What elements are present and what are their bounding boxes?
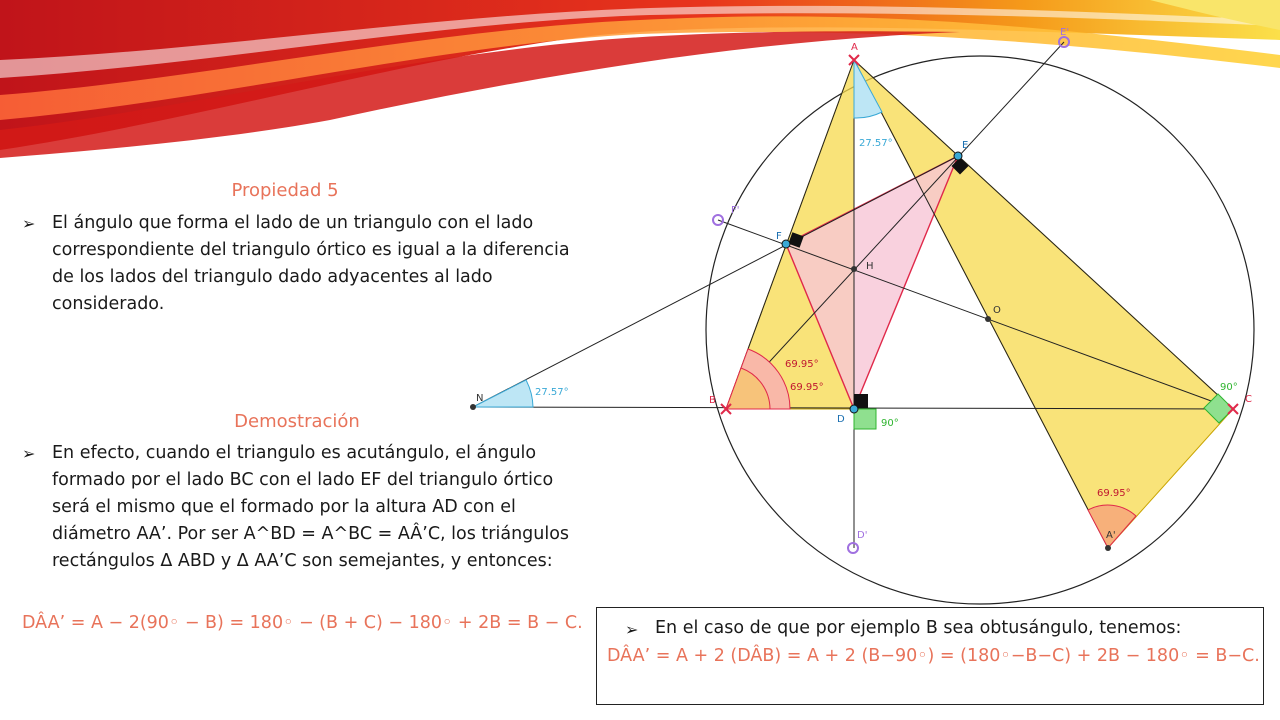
point-A-prime-marker xyxy=(1105,545,1111,551)
label-A: A xyxy=(851,42,858,53)
angle-label-B-inner: 69.95° xyxy=(790,382,824,393)
label-D-prime: D' xyxy=(857,530,868,541)
angle-label-C: 90° xyxy=(1220,382,1238,393)
angle-label-N: 27.57° xyxy=(535,387,569,398)
point-E-marker xyxy=(954,152,962,160)
angle-arc-A-prime xyxy=(1088,505,1136,548)
label-E-prime: E' xyxy=(1060,27,1070,38)
property-title: Propiedad 5 xyxy=(231,180,339,201)
label-B: B xyxy=(709,395,716,406)
label-O: O xyxy=(993,305,1001,316)
angle-label-A-prime: 69.95° xyxy=(1097,488,1131,499)
point-O-marker xyxy=(985,316,991,322)
point-D-prime-marker xyxy=(848,543,858,553)
point-H-marker xyxy=(851,266,857,272)
label-C: C xyxy=(1245,394,1252,405)
bullet-icon: ➢ xyxy=(22,214,36,233)
label-N: N xyxy=(476,393,484,404)
angle-label-D: 90° xyxy=(881,418,899,429)
demo-formula: DÂA’ = A − 2(90◦ − B) = 180◦ − (B + C) − 180◦ + 2B = B − C. xyxy=(22,613,583,633)
label-D: D xyxy=(837,414,845,425)
label-F: F xyxy=(776,231,782,242)
demo-title: Demostración xyxy=(234,411,360,432)
bullet-icon: ➢ xyxy=(625,620,639,639)
label-H: H xyxy=(866,261,874,272)
point-D-marker xyxy=(850,405,858,413)
label-A-prime: A' xyxy=(1106,530,1116,541)
point-F-marker xyxy=(782,240,790,248)
property-text: El ángulo que forma el lado de un triangulo con el lado correspondiente del triangulo órtico es igual a la diferencia de los lados del triangulo dado adyacentes al lado considerado. xyxy=(52,213,570,314)
angle-label-B-outer: 69.95° xyxy=(785,359,819,370)
case-text: En el caso de que por ejemplo B sea obtusángulo, tenemos: xyxy=(655,618,1182,638)
bullet-icon: ➢ xyxy=(22,444,36,463)
triangle-AAprimeC xyxy=(854,60,1233,548)
label-F-prime: F' xyxy=(731,205,740,216)
demo-text: En efecto, cuando el triangulo es acutángulo, el ángulo formado por el lado BC con el lado EF del triangulo órtico será el mismo que el formado por la altura AD con el diámetro AA’. Por ser A^BD = A^BC = AÂ’C, los triángulos rectángulos Δ ABD y Δ AA’C son semejantes, y entonces: xyxy=(52,443,570,571)
point-N-marker xyxy=(470,404,476,410)
angle-label-A: 27.57° xyxy=(859,138,893,149)
label-E: E xyxy=(962,140,969,151)
case-formula: DÂA’ = A + 2 (DÂB) = A + 2 (B−90◦) = (180◦−B−C) + 2B − 180◦ = B−C. xyxy=(607,646,1260,666)
